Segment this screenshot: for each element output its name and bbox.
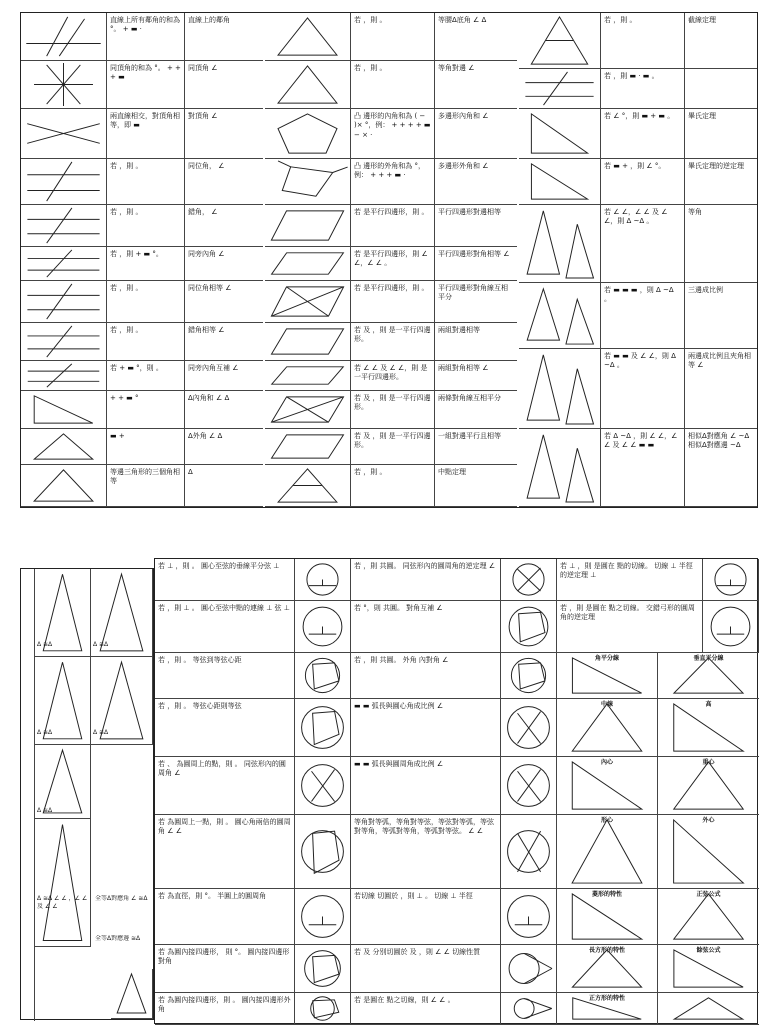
top3-figure-4 [519, 159, 601, 205]
bottom2-figure-8 [501, 945, 557, 993]
top-theorem-name-1: 直線上的鄰角 [185, 13, 263, 61]
bottom3-right-label-6: 外心 [702, 817, 715, 824]
top3-theorem-name-4: 畢氏定理的逆定理 [685, 159, 757, 205]
congruence-label-8: 全等Δ對應邊 ≅Δ [95, 935, 141, 942]
top3-figure-5 [519, 205, 601, 283]
top-statement-6: 若 ，則 + ▬ °。 [107, 247, 185, 281]
bottom-figure-3 [295, 653, 351, 699]
top-statement-4: 若 ，則 。 [107, 159, 185, 205]
top-theorem-name-9: 同旁內角互補 ∠ [185, 361, 263, 391]
top2-figure-10 [265, 391, 351, 429]
bottom-statement-3: 若 ，則 。 等弦到等弦心距 [155, 653, 295, 699]
top2-statement-12: 若 ，則 。 [351, 465, 435, 507]
top3-statement-1: 若 ，則 。 [601, 13, 685, 69]
bottom3-statement-2: 若 ，則 是圓在 點之切線。 交錯弓形的圓周角的逆定理 [557, 601, 703, 653]
top2-statement-5: 若 是平行四邊形，則 。 [351, 205, 435, 247]
bottom2-figure-4 [501, 699, 557, 757]
top2-figure-4 [265, 159, 351, 205]
bottom-table [154, 558, 758, 1024]
top-figure-10 [21, 391, 107, 429]
top-figure-7 [21, 281, 107, 323]
top2-theorem-name-9: 兩組對角相等 ∠ [435, 361, 517, 391]
bottom-figure-7 [295, 889, 351, 945]
congruence-label-2: Δ ≅Δ [93, 641, 109, 648]
top2-statement-1: 若 ，則 。 [351, 13, 435, 61]
bottom2-figure-5 [501, 757, 557, 815]
bottom-figure-4 [295, 699, 351, 757]
top3-figure-1 [519, 13, 601, 69]
top-figure-9 [21, 361, 107, 391]
bottom3-right-label-5: 重心 [702, 759, 715, 766]
bottom-left-table [20, 568, 154, 1020]
top2-figure-11 [265, 429, 351, 465]
bottom3-left-4 [557, 699, 658, 757]
bottom3-left-label-4: 中線 [600, 701, 613, 708]
bottom-statement-8: 若 為圓內接四邊形， 則 °。 圓內接四邊形對角 [155, 945, 295, 993]
bottom2-figure-7 [501, 889, 557, 945]
bottom3-left-8 [557, 945, 658, 993]
bottom2-statement-8: 若 及 分別切圓於 及 ，則 ∠ ∠ 切線性質 [351, 945, 501, 993]
top-statement-2: 同頂角的和為 °。 + + + ▬ [107, 61, 185, 109]
top-theorem-name-11: Δ外角 ∠ Δ [185, 429, 263, 465]
bottom-figure-8 [295, 945, 351, 993]
top3-theorem-name-1: 截線定理 [685, 13, 757, 69]
bottom-figure-6 [295, 815, 351, 889]
bottom2-statement-5: ▬ ▬ 弧長與圓周角成比例 ∠ [351, 757, 501, 815]
top-statement-7: 若 ，則 。 [107, 281, 185, 323]
bottom3-figure-2 [703, 601, 759, 653]
bottom3-statement-1: 若 ⊥ ，則 是圓在 點的切線。 切線 ⊥ 半徑的逆定理 ⊥ [557, 559, 703, 601]
bottom2-statement-4: ▬ ▬ 弧長與圓心角成比例 ∠ [351, 699, 501, 757]
top3-figure-8 [519, 429, 601, 507]
top-theorem-name-6: 同旁內角 ∠ [185, 247, 263, 281]
top2-figure-8 [265, 323, 351, 361]
bottom3-right-3 [658, 653, 759, 699]
bottom-figure-5 [295, 757, 351, 815]
top-statement-1: 直線上所有鄰角的和為 °。 + ▬ · [107, 13, 185, 61]
bottom3-right-9 [658, 993, 759, 1025]
bottom3-left-label-8: 長方形的特性 [588, 947, 625, 954]
divider [34, 569, 35, 1021]
top2-theorem-name-3: 多邊形內角和 ∠ [435, 109, 517, 159]
top2-statement-4: 凸 邊形的外角和為 °，例： + + + ▬ · [351, 159, 435, 205]
top-figure-1 [21, 13, 107, 61]
congruence-label-3: Δ ≅Δ [37, 729, 53, 736]
top-theorem-name-8: 錯角相等 ∠ [185, 323, 263, 361]
top-figure-8 [21, 323, 107, 361]
top2-figure-3 [265, 109, 351, 159]
bottom2-figure-2 [501, 601, 557, 653]
top2-statement-11: 若 及 ，則 是一平行四邊形。 [351, 429, 435, 465]
bottom3-left-7 [557, 889, 658, 945]
top3-theorem-name-2 [685, 69, 757, 109]
top2-theorem-name-2: 等角對邊 ∠ [435, 61, 517, 109]
top2-statement-3: 凸 邊形的內角和為 ( − )× °，例： + + + + ▬ − × · [351, 109, 435, 159]
top3-statement-7: 若 ▬ ▬ 及 ∠ ∠，則 Δ ~Δ 。 [601, 349, 685, 429]
bottom-statement-5: 若 、 為圓周上的點，則 。 同弦形內的圓周角 ∠ [155, 757, 295, 815]
bottom2-figure-3 [501, 653, 557, 699]
top2-figure-6 [265, 247, 351, 281]
bottom-statement-7: 若 為直徑，則 °。 半圓上的圓周角 [155, 889, 295, 945]
congruence-label-5: Δ ≅Δ [37, 807, 53, 814]
bottom2-figure-1 [501, 559, 557, 601]
bottom2-figure-9 [501, 993, 557, 1025]
bottom-statement-6: 若 為圓周上一點，則 。 圓心角兩倍的圓周角 ∠ ∠ [155, 815, 295, 889]
top-theorem-name-12: Δ [185, 465, 263, 507]
top-statement-3: 兩直線相交，對頂角相等，即 ▬ [107, 109, 185, 159]
congruence-label-6: Δ ≅Δ ∠ ∠ ，∠ ∠ 及 ∠ ∠ [37, 895, 88, 910]
bottom3-left-label-3: 角平分線 [594, 655, 619, 662]
top-statement-11: ▬ + [107, 429, 185, 465]
top3-statement-4: 若 ▬ + ，則 ∠ °。 [601, 159, 685, 205]
top3-theorem-name-7: 兩邊成比例且夾角相等 ∠ [685, 349, 757, 429]
top3-statement-5: 若 ∠ ∠，∠ ∠ 及 ∠ ∠，則 Δ ~Δ 。 [601, 205, 685, 283]
top2-theorem-name-8: 兩組對邊相等 [435, 323, 517, 361]
bottom2-statement-2: 若 °，則 共圓。 對角互補 ∠ [351, 601, 501, 653]
congruence-label-7: 全等Δ對應角 ∠ ≅Δ [95, 895, 148, 902]
top-theorem-name-7: 同位角相等 ∠ [185, 281, 263, 323]
bottom3-right-label-3: 垂直平分線 [693, 655, 724, 662]
bottom3-left-5 [557, 757, 658, 815]
top3-theorem-name-6: 三邊成比例 [685, 283, 757, 349]
bottom3-right-4 [658, 699, 759, 757]
top2-figure-2 [265, 61, 351, 109]
top3-theorem-name-5: 等角 [685, 205, 757, 283]
bottom2-figure-6 [501, 815, 557, 889]
top3-figure-3 [519, 109, 601, 159]
top2-theorem-name-7: 平行四邊形對角線互相平分 [435, 281, 517, 323]
congruence-label-1: Δ ≅Δ [37, 641, 53, 648]
top3-statement-6: 若 ▬ ▬ ▬ ，則 Δ ~Δ 。 [601, 283, 685, 349]
top-statement-10: + + ▬ ° [107, 391, 185, 429]
bottom3-right-8 [658, 945, 759, 993]
top2-statement-10: 若 及 ，則 是一平行四邊形。 [351, 391, 435, 429]
top2-theorem-name-12: 中點定理 [435, 465, 517, 507]
top-statement-12: 等邊三角形的三個角相等 [107, 465, 185, 507]
congruence-figure-7 [111, 969, 153, 1019]
top2-statement-7: 若 是平行四邊形，則 。 [351, 281, 435, 323]
top3-figure-2 [519, 69, 601, 109]
top2-figure-7 [265, 281, 351, 323]
top-statement-9: 若 + ▬ °，則 。 [107, 361, 185, 391]
congruence-label-4: Δ ≅Δ [93, 729, 109, 736]
top-figure-2 [21, 61, 107, 109]
top3-theorem-name-3: 畢氏定理 [685, 109, 757, 159]
bottom3-left-label-9: 正方形的特性 [588, 995, 625, 1002]
bottom-statement-2: 若 ，則 ⊥ 。 圓心至弦中點的連線 ⊥ 弦 ⊥ [155, 601, 295, 653]
top2-figure-12 [265, 465, 351, 507]
bottom-statement-9: 若 為圓內接四邊形，則 。 圓內接四邊形外角 [155, 993, 295, 1025]
bottom2-statement-1: 若 ，則 共圓。 同弦形內的圓周角的逆定理 ∠ [351, 559, 501, 601]
bottom2-statement-6: 等角對等弧，等角對等弦，等弦對等弧，等弦對等角，等弧對等角，等弧對等弦。 ∠ ∠ [351, 815, 501, 889]
top-figure-5 [21, 205, 107, 247]
bottom2-statement-3: 若 ，則 共圓。 外角 內對角 ∠ [351, 653, 501, 699]
bottom-statement-1: 若 ⊥ ，則 。 圓心至弦的垂線平分弦 ⊥ [155, 559, 295, 601]
top2-statement-9: 若 ∠ ∠ 及 ∠ ∠，則 是一平行四邊形。 [351, 361, 435, 391]
top3-statement-2: 若 ，則 ▬ · ▬ 。 [601, 69, 685, 109]
top2-theorem-name-5: 平行四邊形對邊相等 [435, 205, 517, 247]
top-theorem-name-3: 對頂角 ∠ [185, 109, 263, 159]
bottom-statement-4: 若 ，則 。 等弦心距則等弦 [155, 699, 295, 757]
top2-theorem-name-10: 兩條對角線互相平分 [435, 391, 517, 429]
top2-figure-5 [265, 205, 351, 247]
top-figure-4 [21, 159, 107, 205]
bottom3-left-9 [557, 993, 658, 1025]
bottom-figure-1 [295, 559, 351, 601]
top2-theorem-name-4: 多邊形外角和 ∠ [435, 159, 517, 205]
top2-figure-1 [265, 13, 351, 61]
bottom2-statement-9: 若 是圓在 點之切線，則 ∠ ∠ 。 [351, 993, 501, 1025]
top2-theorem-name-6: 平行四邊形對角相等 ∠ [435, 247, 517, 281]
bottom3-left-label-6: 形心 [600, 817, 613, 824]
top-figure-3 [21, 109, 107, 159]
bottom3-right-6 [658, 815, 759, 889]
top-statement-5: 若 ，則 。 [107, 205, 185, 247]
top3-theorem-name-8: 相似Δ對應角 ∠ ~Δ 相似Δ對應邊 ~Δ [685, 429, 757, 507]
top3-figure-6 [519, 283, 601, 349]
top2-theorem-name-11: 一組對邊平行且相等 [435, 429, 517, 465]
top-statement-8: 若 ，則 。 [107, 323, 185, 361]
bottom3-figure-1 [703, 559, 759, 601]
top2-statement-6: 若 是平行四邊形，則 ∠ ∠，∠ ∠ 。 [351, 247, 435, 281]
top-table [20, 12, 758, 508]
bottom3-left-label-5: 內心 [600, 759, 613, 766]
bottom3-right-label-8: 餘弦公式 [696, 947, 721, 954]
top-theorem-name-5: 錯角， ∠ [185, 205, 263, 247]
bottom3-right-7 [658, 889, 759, 945]
top2-statement-2: 若 ，則 。 [351, 61, 435, 109]
top-figure-11 [21, 429, 107, 465]
top-figure-6 [21, 247, 107, 281]
top-figure-12 [21, 465, 107, 507]
bottom3-right-label-4: 高 [705, 701, 712, 708]
bottom3-left-6 [557, 815, 658, 889]
top2-statement-8: 若 及 ，則 是一平行四邊形。 [351, 323, 435, 361]
top-theorem-name-10: Δ內角和 ∠ Δ [185, 391, 263, 429]
bottom2-statement-7: 若切線 切圓於 ，則 ⊥ 。 切線 ⊥ 半徑 [351, 889, 501, 945]
bottom3-right-label-7: 正弦公式 [696, 891, 721, 898]
top2-figure-9 [265, 361, 351, 391]
bottom3-left-label-7: 菱形的特性 [591, 891, 622, 898]
bottom-figure-2 [295, 601, 351, 653]
top2-theorem-name-1: 等腰Δ底角 ∠ Δ [435, 13, 517, 61]
top3-statement-3: 若 ∠ °，則 ▬ + ▬ 。 [601, 109, 685, 159]
bottom3-left-3 [557, 653, 658, 699]
top3-figure-7 [519, 349, 601, 429]
top-theorem-name-4: 同位角， ∠ [185, 159, 263, 205]
bottom3-right-5 [658, 757, 759, 815]
top3-statement-8: 若 Δ ~Δ ，則 ∠ ∠，∠ ∠ 及 ∠ ∠ ▬ ▬ [601, 429, 685, 507]
top-theorem-name-2: 同頂角 ∠ [185, 61, 263, 109]
bottom-figure-9 [295, 993, 351, 1025]
